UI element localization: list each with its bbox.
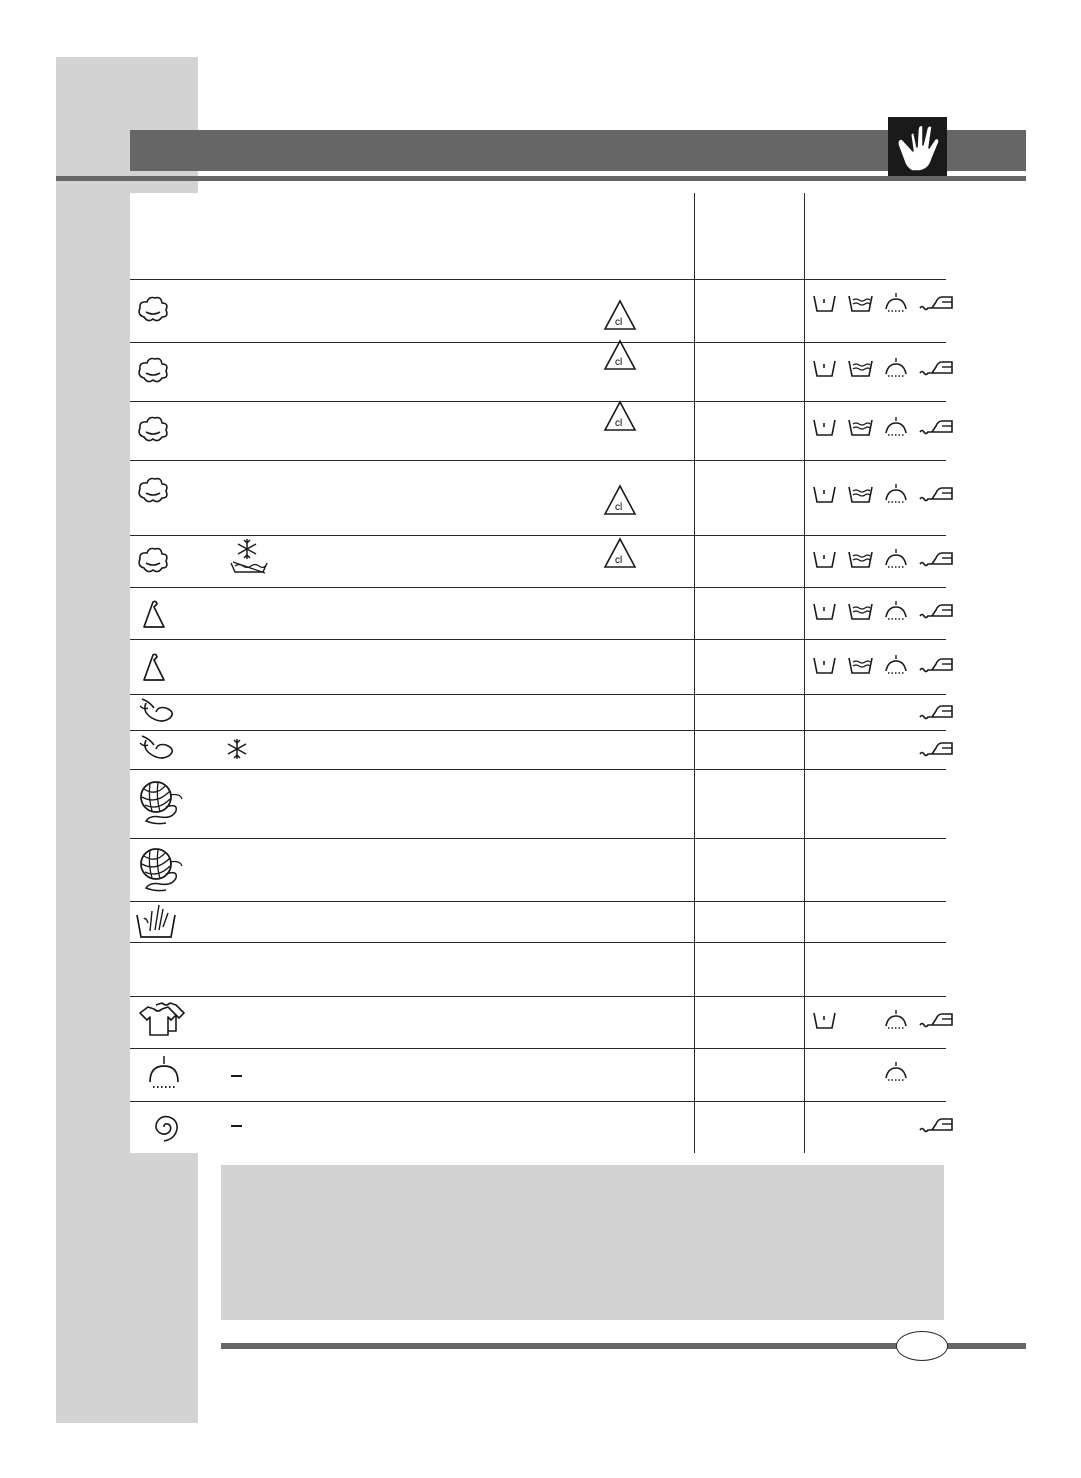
wash-tub-icon xyxy=(810,291,841,315)
cold-snowflake-icon xyxy=(235,537,259,561)
tumble-dry-icon xyxy=(846,482,877,506)
table-row xyxy=(130,401,946,460)
no-spin-icon xyxy=(229,560,269,574)
table-row xyxy=(130,769,946,838)
svg-text:cl: cl xyxy=(615,502,623,513)
spin-icon xyxy=(146,1111,182,1143)
dash-icon xyxy=(230,1074,244,1078)
dry-icon xyxy=(882,415,913,439)
iron-icon xyxy=(918,482,949,506)
cotton-icon xyxy=(135,356,171,386)
dry-icon xyxy=(882,1060,913,1084)
tumble-dry-icon xyxy=(846,653,877,677)
iron-icon xyxy=(918,737,949,761)
shirts-icon xyxy=(136,1001,188,1037)
dry-icon xyxy=(882,291,913,315)
chlorine-bleach-icon xyxy=(603,339,637,371)
cotton-icon xyxy=(135,295,171,325)
svg-text:cl: cl xyxy=(615,418,623,429)
wool-icon xyxy=(136,777,186,827)
wool-icon xyxy=(136,844,186,894)
wash-tub-icon xyxy=(810,653,841,677)
chlorine-bleach-icon xyxy=(603,484,637,516)
table-row xyxy=(130,694,946,730)
svg-text:cl: cl xyxy=(615,555,623,566)
table-row xyxy=(130,942,946,996)
dry-icon xyxy=(882,547,913,571)
iron-icon xyxy=(918,653,949,677)
iron-icon xyxy=(918,291,949,315)
iron-icon xyxy=(918,1008,949,1032)
chlorine-bleach-icon xyxy=(603,299,637,331)
chlorine-bleach-icon xyxy=(603,537,637,569)
table-row xyxy=(130,996,946,1048)
table-row xyxy=(130,460,946,535)
hand-wash-icon xyxy=(134,903,178,939)
program-table xyxy=(130,193,946,1153)
iron-icon xyxy=(918,547,949,571)
iron-icon xyxy=(918,700,949,724)
page-number-badge xyxy=(896,1331,948,1361)
dry-icon xyxy=(882,1008,913,1032)
iron-icon xyxy=(918,356,949,380)
dry-icon xyxy=(882,653,913,677)
iron-icon xyxy=(918,1113,949,1137)
table-row xyxy=(130,639,946,694)
note-box xyxy=(221,1165,944,1320)
cotton-icon xyxy=(135,415,171,445)
svg-text:cl: cl xyxy=(615,357,623,368)
synthetic-icon xyxy=(140,651,168,683)
table-row xyxy=(130,1048,946,1101)
wash-tub-icon xyxy=(810,1008,841,1032)
wash-tub-icon xyxy=(810,599,841,623)
table-row xyxy=(130,901,946,942)
tumble-dry-icon xyxy=(846,547,877,571)
table-row xyxy=(130,535,946,587)
cold-snowflake-icon xyxy=(225,737,249,761)
tumble-dry-icon xyxy=(846,415,877,439)
delicate-icon xyxy=(138,733,178,765)
wash-tub-icon xyxy=(810,547,841,571)
table-row xyxy=(130,342,946,401)
dash-icon xyxy=(230,1124,244,1128)
wash-tub-icon xyxy=(810,356,841,380)
iron-icon xyxy=(918,415,949,439)
table-row xyxy=(130,730,946,769)
wash-tub-icon xyxy=(810,415,841,439)
header-rule xyxy=(56,176,1026,181)
cotton-icon xyxy=(135,546,171,576)
svg-text:cl: cl xyxy=(615,317,623,328)
synthetic-icon xyxy=(140,598,168,630)
tumble-dry-icon xyxy=(846,599,877,623)
tumble-dry-icon xyxy=(846,356,877,380)
iron-icon xyxy=(918,599,949,623)
tumble-dry-icon xyxy=(846,291,877,315)
table-row xyxy=(130,587,946,639)
chlorine-bleach-icon xyxy=(603,400,637,432)
cotton-icon xyxy=(135,476,171,506)
dry-icon xyxy=(882,482,913,506)
wash-tub-icon xyxy=(810,482,841,506)
table-row xyxy=(130,838,946,901)
table-row xyxy=(130,279,946,342)
dry-icon xyxy=(882,599,913,623)
delicate-icon xyxy=(138,696,178,728)
dry-icon xyxy=(882,356,913,380)
rinse-icon xyxy=(144,1054,184,1090)
table-row xyxy=(130,1101,946,1153)
hand-care-icon xyxy=(888,117,947,176)
